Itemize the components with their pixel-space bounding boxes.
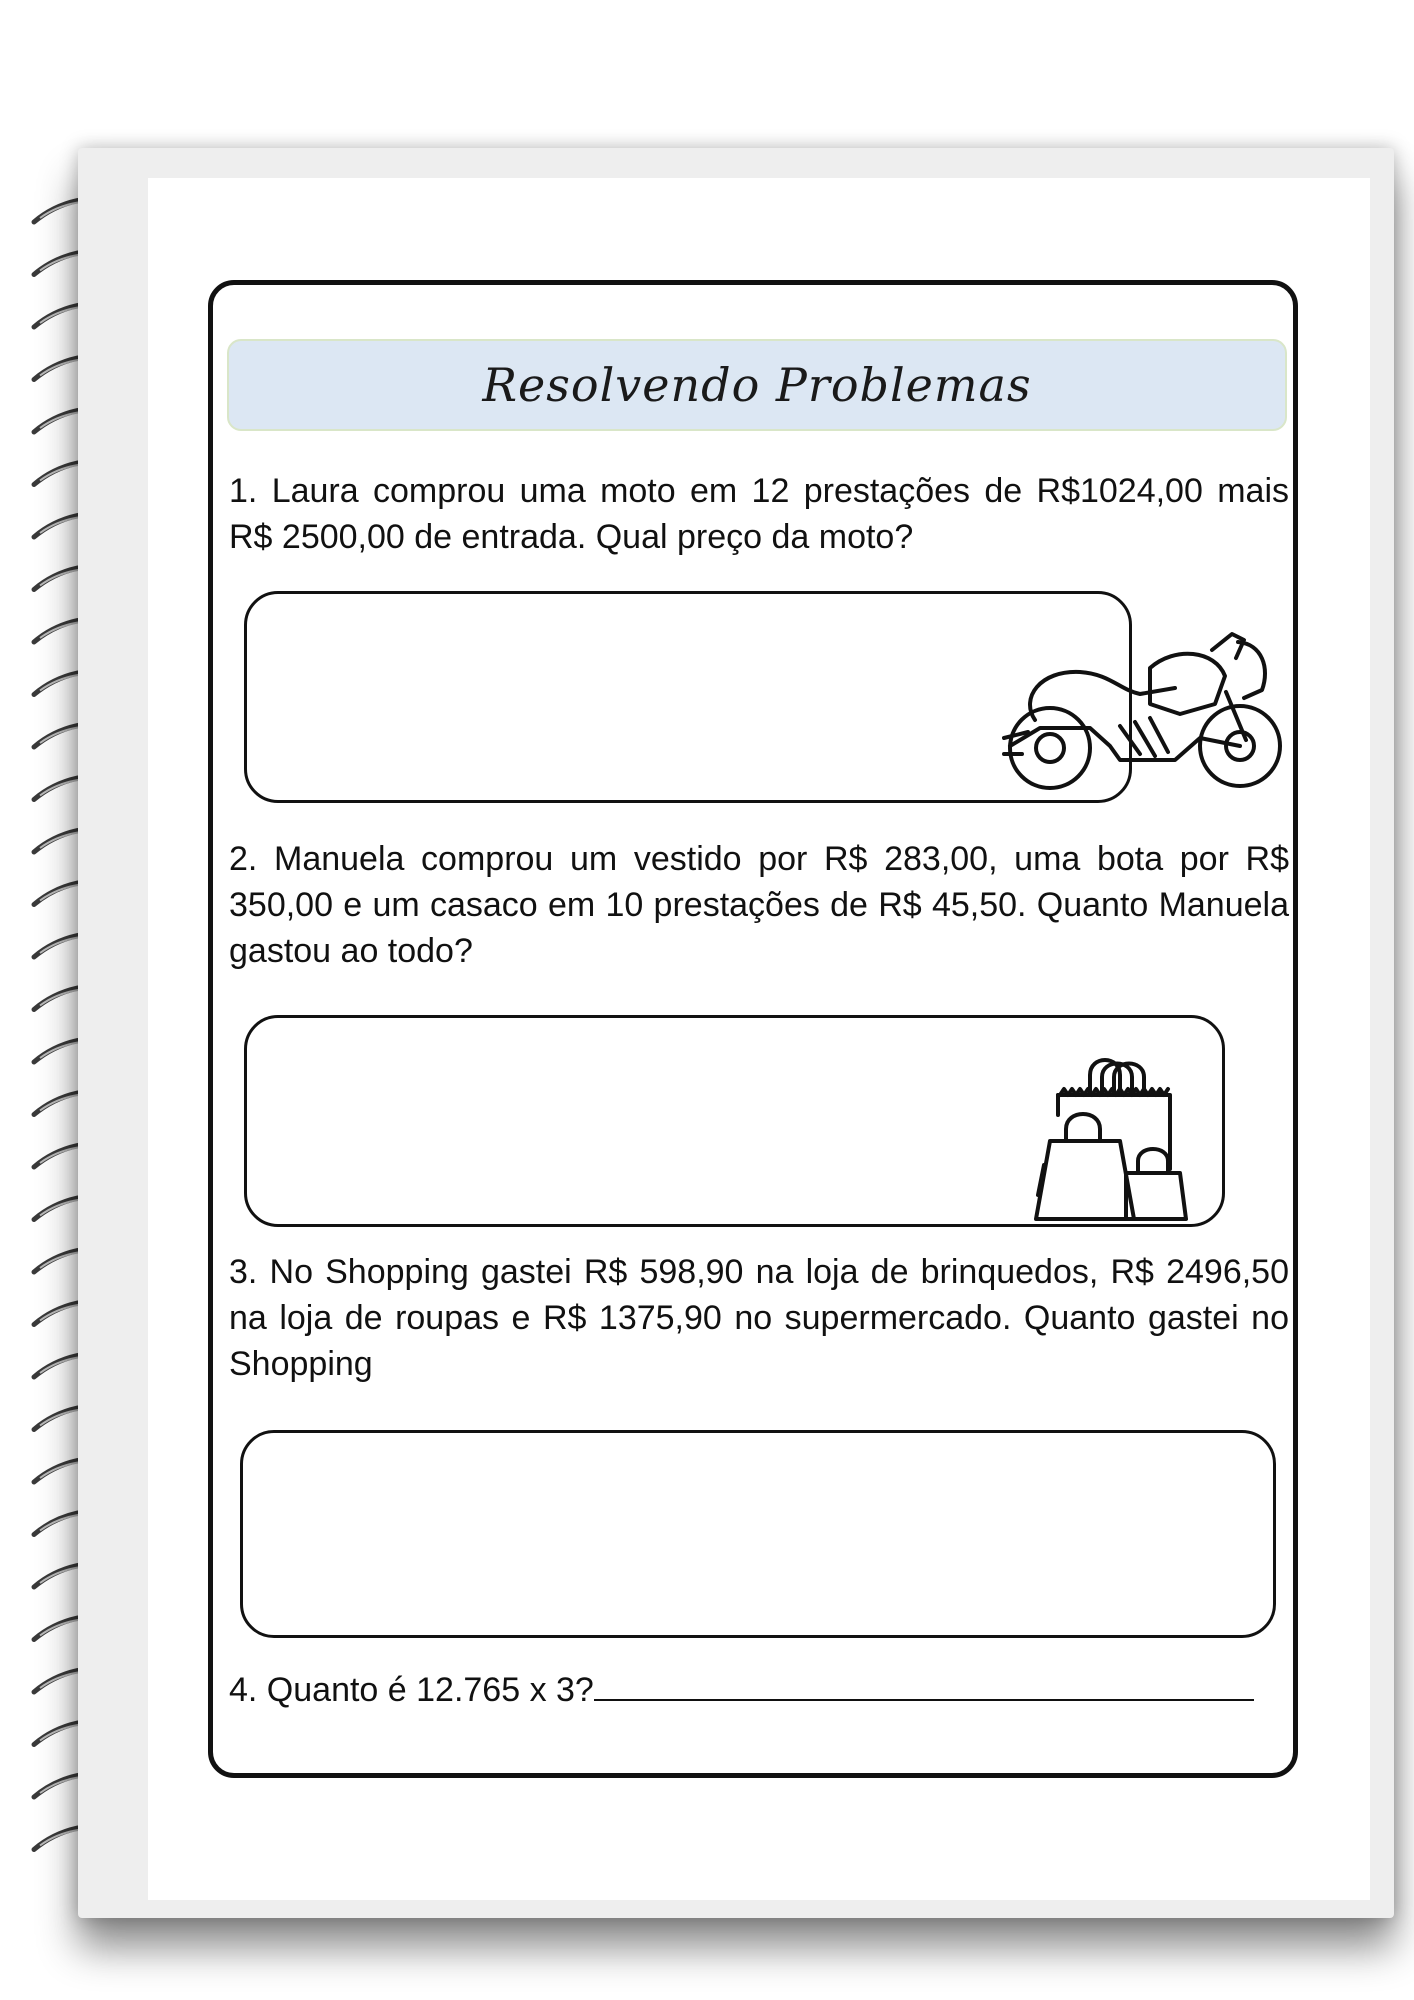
answer-box-1[interactable] bbox=[244, 591, 1132, 803]
question-4-text: 4. Quanto é 12.765 x 3? bbox=[229, 1671, 594, 1709]
page-title: Resolvendo Problemas bbox=[482, 358, 1032, 412]
title-band bbox=[227, 339, 1287, 431]
question-3: 3. No Shopping gastei R$ 598,90 na loja de brinquedos, R$ 2496,50 na loja de roupas e R$ 1375,90 no supermercado. Quanto gastei no Shopping bbox=[229, 1253, 1289, 1383]
question-4 bbox=[229, 1665, 1289, 1713]
motorcycle-icon bbox=[1000, 628, 1290, 798]
answer-line-4[interactable] bbox=[594, 1665, 1254, 1701]
question-2: 2. Manuela comprou um vestido por R$ 283,00, uma bota por R$ 350,00 e um casaco em 10 prestações de R$ 45,50. Quanto Manuela gastou ao todo? bbox=[229, 840, 1289, 970]
question-1: 1. Laura comprou uma moto em 12 prestações de R$1024,00 mais R$ 2500,00 de entrada. Qual preço da moto? bbox=[229, 472, 1289, 556]
answer-box-3[interactable] bbox=[240, 1430, 1276, 1638]
shopping-bags-icon bbox=[1030, 1045, 1200, 1225]
